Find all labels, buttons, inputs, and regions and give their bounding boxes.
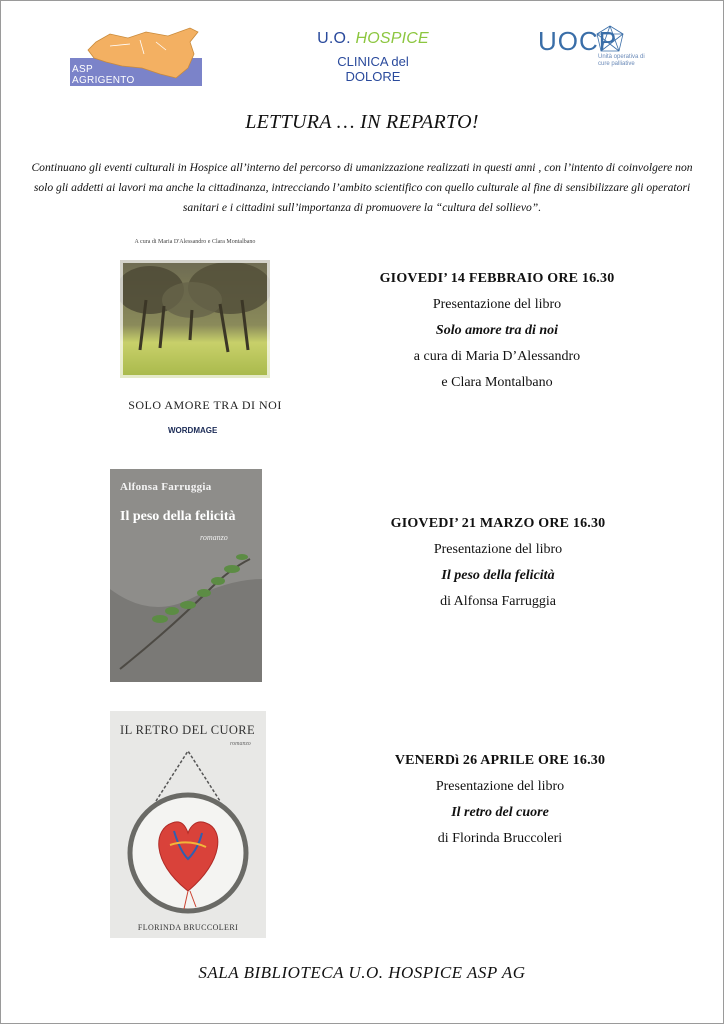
olive-grove-photo bbox=[120, 260, 270, 378]
book-cover-solo-amore bbox=[110, 232, 280, 442]
cover-credit: A cura di Maria D'Alessandro e Clara Montalbano bbox=[134, 239, 256, 245]
cover-genre: romanzo bbox=[200, 533, 228, 542]
event-book-title: Il peso della felicità bbox=[441, 568, 555, 583]
cover-title: IL RETRO DEL CUORE bbox=[120, 723, 256, 737]
cover-title: Il peso della felicità bbox=[120, 509, 236, 524]
book-cover-peso-felicita bbox=[110, 469, 262, 682]
hospice-logo-name: U.O. HOSPICE bbox=[317, 30, 429, 47]
embroidered-heart-hoop-icon bbox=[110, 741, 266, 931]
asp-logo-text: ASP AGRIGENTO bbox=[72, 64, 135, 86]
event-credit-2: e Clara Montalbano bbox=[441, 375, 553, 390]
event-book-title: Solo amore tra di noi bbox=[435, 323, 559, 338]
uocp-logo bbox=[536, 24, 656, 80]
hospice-logo bbox=[308, 30, 438, 85]
cover-author: FLORINDA BRUCCOLERI bbox=[137, 923, 239, 932]
page-title: LETTURA … IN REPARTO! bbox=[245, 111, 479, 133]
event-date: VENERDì 26 APRILE ORE 16.30 bbox=[394, 753, 606, 768]
event-credit-1: di Alfonsa Farruggia bbox=[440, 594, 556, 609]
cover-genre: romanzo bbox=[230, 741, 251, 747]
event-credit-1: a cura di Maria D’Alessandro bbox=[413, 349, 581, 364]
event-block-2 bbox=[348, 516, 648, 610]
asphalt-plant-photo bbox=[110, 469, 262, 682]
uocp-logo-tagline: Unità operativa di cure palliative bbox=[598, 54, 645, 67]
event-block-3 bbox=[340, 753, 660, 847]
cover-publisher: WORDMAGE bbox=[168, 426, 218, 435]
asp-agrigento-logo bbox=[70, 24, 202, 86]
event-presentation: Presentazione del libro bbox=[433, 542, 563, 557]
intro-paragraph: Continuano gli eventi culturali in Hospice all’interno del percorso di umanizzazione realizzati in questi anni , con l’intento di coinvolgere non solo gli addetti ai lavori ma anche la cittadinanza, intrecciando l’ambito scientifico con quello culturale al fine di sensibilizzare gli operatori sanitari e i cittadini sull’importanza di promuovere la “cultura del sollievo”. bbox=[31, 161, 693, 214]
event-presentation: Presentazione del libro bbox=[435, 779, 565, 794]
network-star-icon bbox=[594, 24, 626, 54]
cover-author: Alfonsa Farruggia bbox=[120, 481, 212, 493]
event-date: GIOVEDI’ 21 MARZO ORE 16.30 bbox=[390, 516, 606, 531]
uocp-logo-name: UOCP bbox=[538, 26, 618, 56]
event-book-title: Il retro del cuore bbox=[451, 805, 549, 820]
cover-title: SOLO AMORE TRA DI NOI bbox=[128, 398, 282, 412]
event-date: GIOVEDI’ 14 FEBBRAIO ORE 16.30 bbox=[379, 271, 615, 286]
event-block-1 bbox=[352, 271, 642, 391]
venue-footer: SALA BIBLIOTECA U.O. HOSPICE ASP AG bbox=[198, 963, 526, 982]
hospice-logo-subtitle: CLINICA del DOLORE bbox=[337, 54, 409, 84]
book-cover-retro-cuore bbox=[110, 711, 266, 938]
event-presentation: Presentazione del libro bbox=[432, 297, 562, 312]
event-credit-1: di Florinda Bruccoleri bbox=[437, 831, 563, 846]
